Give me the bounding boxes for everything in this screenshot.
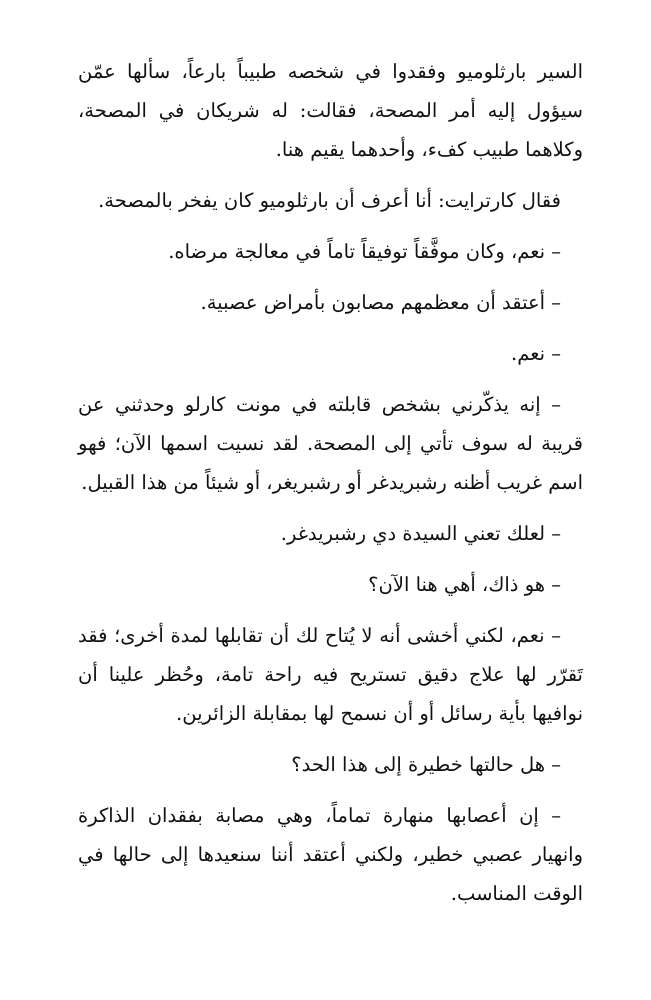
dialogue-line-7: – نعم، لكني أخشى أنه لا يُتاح لك أن تقابلها لمدة أخرى؛ فقد تَقرّر لها علاج دقيق تستريح فيه راحة تامة، وحُظر علينا أن نوافيها بأية رسائل أو أن نسمح لها بمقابلة الزائرين.	[78, 624, 583, 725]
dialogue-line-8: – هل حالتها خطيرة إلى هذا الحد؟	[291, 753, 561, 776]
dialogue-line-4: – إنه يذكّرني بشخص قابلته في مونت كارلو وحدثني عن قريبة له سوف تأتي إلى المصحة. لقد نسيت اسمها الآن؛ فهو اسم غريب أظنه رشبريدغر أو رشبريغر، أو شيئاً من هذا القبيل.	[78, 393, 583, 494]
dialogue-line-9: – إن أعصابها منهارة تماماً، وهي مصابة بفقدان الذاكرة وانهيار عصبي خطير، ولكني أعتقد أننا سنعيدها إلى حالها في الوقت المناسب.	[78, 804, 583, 905]
book-page	[78, 52, 583, 913]
paragraph-1: السير بارثلوميو وفقدوا في شخصه طبيباً بارعاً، سألها عمّن سيؤول إليه أمر المصحة، فقالت: له شريكان في المصحة، وكلاهما طبيب كفء، وأحدهما يقيم هنا.	[78, 60, 583, 161]
paragraph-2: فقال كارترايت: أنا أعرف أن بارثلوميو كان يفخر بالمصحة.	[98, 189, 561, 212]
dialogue-line-6: – هو ذاك، أهي هنا الآن؟	[368, 573, 561, 596]
dialogue-line-1: – نعم، وكان موفَّقاً توفيقاً تاماً في معالجة مرضاه.	[168, 240, 561, 263]
dialogue-line-3: – نعم.	[511, 342, 561, 365]
dialogue-line-2: – أعتقد أن معظمهم مصابون بأمراض عصبية.	[200, 291, 561, 314]
dialogue-line-5: – لعلك تعني السيدة دي رشبريدغر.	[280, 522, 561, 545]
